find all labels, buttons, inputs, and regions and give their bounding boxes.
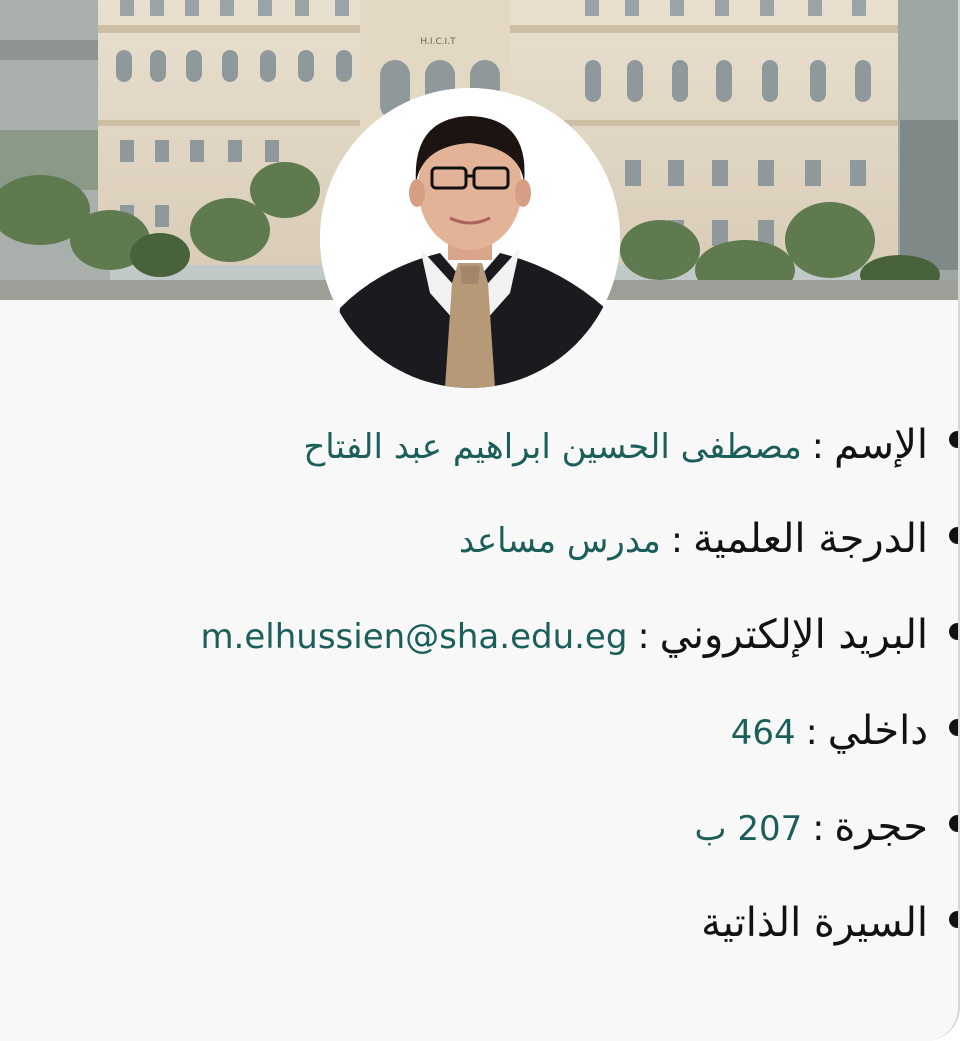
room-separator: : — [812, 808, 825, 849]
building-sign: H.I.C.I.T — [420, 37, 456, 47]
degree-label: الدرجة العلمية — [693, 516, 928, 562]
email-label: البريد الإلكتروني — [659, 612, 928, 658]
room-label: حجرة — [834, 804, 928, 850]
extension-value: 464 — [730, 713, 796, 753]
list-item-extension — [0, 683, 958, 779]
profile-photo — [320, 88, 620, 388]
list-item-email — [0, 587, 958, 683]
email-separator: : — [637, 616, 650, 657]
list-item-name — [0, 395, 958, 491]
name-value: مصطفى الحسين ابراهيم عبد الفتاح — [303, 427, 802, 467]
list-item-cv — [0, 875, 958, 971]
bullet-icon — [949, 623, 960, 640]
extension-separator: : — [805, 712, 818, 753]
list-item-degree — [0, 491, 958, 587]
bullet-icon — [949, 911, 960, 928]
bullet-icon — [949, 719, 960, 736]
profile-info-list — [0, 395, 958, 971]
person-portrait-icon — [320, 88, 620, 388]
bullet-icon — [949, 815, 960, 832]
list-item-room — [0, 779, 958, 875]
degree-value: مدرس مساعد — [459, 521, 661, 561]
email-link[interactable]: m.elhussien@sha.edu.eg — [200, 617, 628, 657]
degree-separator: : — [670, 520, 684, 561]
extension-label: داخلي — [827, 708, 928, 754]
cv-link[interactable]: السيرة الذاتية — [701, 900, 928, 946]
bullet-icon — [949, 527, 960, 544]
name-label: الإسم — [833, 422, 928, 468]
room-value: 207 ب — [694, 809, 803, 849]
name-separator: : — [811, 426, 824, 467]
bullet-icon — [949, 431, 960, 448]
